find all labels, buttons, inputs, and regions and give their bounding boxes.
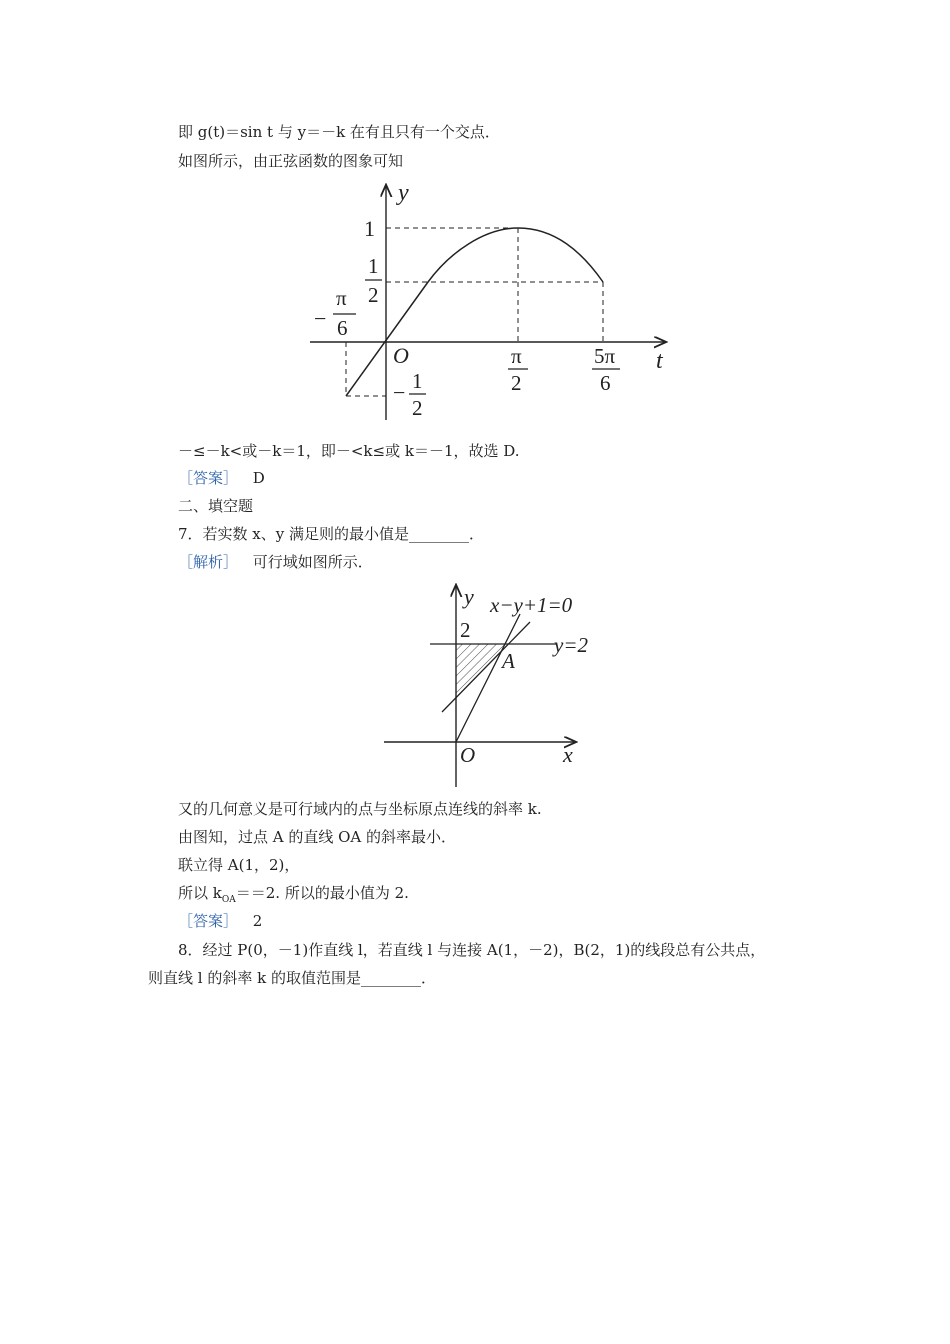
- x-axis-label-2: x: [563, 742, 573, 767]
- answer-tag: ［答案］: [178, 469, 239, 487]
- tick-label-half: [365, 254, 382, 307]
- tick-label-5pi6: [592, 344, 620, 395]
- svg-text:2: 2: [368, 283, 379, 307]
- origin-label: O: [393, 343, 409, 368]
- svg-text:π: π: [511, 344, 522, 368]
- sine-graph-figure: [300, 180, 690, 425]
- origin-label-2: O: [460, 743, 476, 767]
- sine-curve: [346, 228, 603, 396]
- tick-label-neg-pi6: [314, 286, 356, 340]
- svg-text:2: 2: [412, 396, 423, 420]
- text-line-4: 又的几何意义是可行域内的点与坐标原点连线的斜率 k.: [178, 800, 542, 818]
- shaded-region: [456, 644, 508, 694]
- y-axis-label-2: y: [464, 584, 474, 609]
- text-line-6: 联立得 A(1，2)，: [178, 856, 300, 874]
- answer-value-2: 2: [252, 912, 263, 930]
- question-8-line-2: 则直线 l 的斜率 k 的取值范围是________．: [148, 969, 436, 987]
- svg-text:2: 2: [511, 371, 522, 395]
- text-line-7: [178, 882, 409, 911]
- svg-text:1: 1: [412, 369, 423, 393]
- text-line-3: －≤－k<或－k＝1，即－<k≤或 k＝－1，故选 D.: [178, 442, 520, 460]
- point-a-label: A: [502, 649, 515, 673]
- tick-label-1: 1: [364, 216, 375, 241]
- text-line-7-start: 所以 k: [178, 884, 222, 902]
- line-label-x-y-1: x−y+1=0: [490, 593, 573, 617]
- svg-text:5π: 5π: [594, 344, 616, 368]
- y-axis-label: y: [398, 180, 409, 206]
- question-7: 7．若实数 x、y 满足则的最小值是________．: [178, 525, 485, 543]
- answer-value: D: [252, 469, 265, 487]
- answer-2: [178, 910, 262, 932]
- text-line-1: 即 g(t)＝sin t 与 y＝－k 在有且只有一个交点．: [178, 123, 500, 141]
- svg-text:6: 6: [337, 316, 348, 340]
- text-line-2: 如图所示，由正弦函数的图象可知: [178, 152, 404, 170]
- svg-text:1: 1: [368, 254, 379, 278]
- svg-text:π: π: [336, 286, 347, 310]
- answer-1: [178, 467, 265, 489]
- section-title: 二、填空题: [178, 497, 254, 515]
- text-line-7-rest: ＝＝2. 所以的最小值为 2.: [235, 884, 409, 902]
- analysis-1: [178, 551, 373, 573]
- t-axis-label: t: [656, 348, 663, 374]
- line-label-y-2: y=2: [554, 633, 588, 657]
- answer-tag-2: ［答案］: [178, 912, 239, 930]
- svg-text:6: 6: [600, 371, 611, 395]
- svg-text:−: −: [314, 306, 327, 331]
- question-8-line-1: 8．经过 P(0，－1)作直线 l，若直线 l 与连接 A(1，－2)，B(2，1)的线段总有公共点，: [178, 941, 766, 959]
- analysis-text: 可行域如图所示．: [252, 553, 373, 571]
- text-line-5: 由图知，过点 A 的直线 OA 的斜率最小．: [178, 828, 457, 846]
- analysis-tag: ［解析］: [178, 553, 239, 571]
- svg-text:−: −: [393, 380, 406, 405]
- tick-label-pi2: [508, 344, 528, 395]
- subscript-oa: OA: [221, 895, 236, 905]
- line-x-minus-y-plus-1: [442, 622, 530, 712]
- tick-label-neg-half: [393, 369, 426, 420]
- feasible-region-figure: [380, 582, 605, 792]
- tick-label-2: 2: [460, 618, 471, 642]
